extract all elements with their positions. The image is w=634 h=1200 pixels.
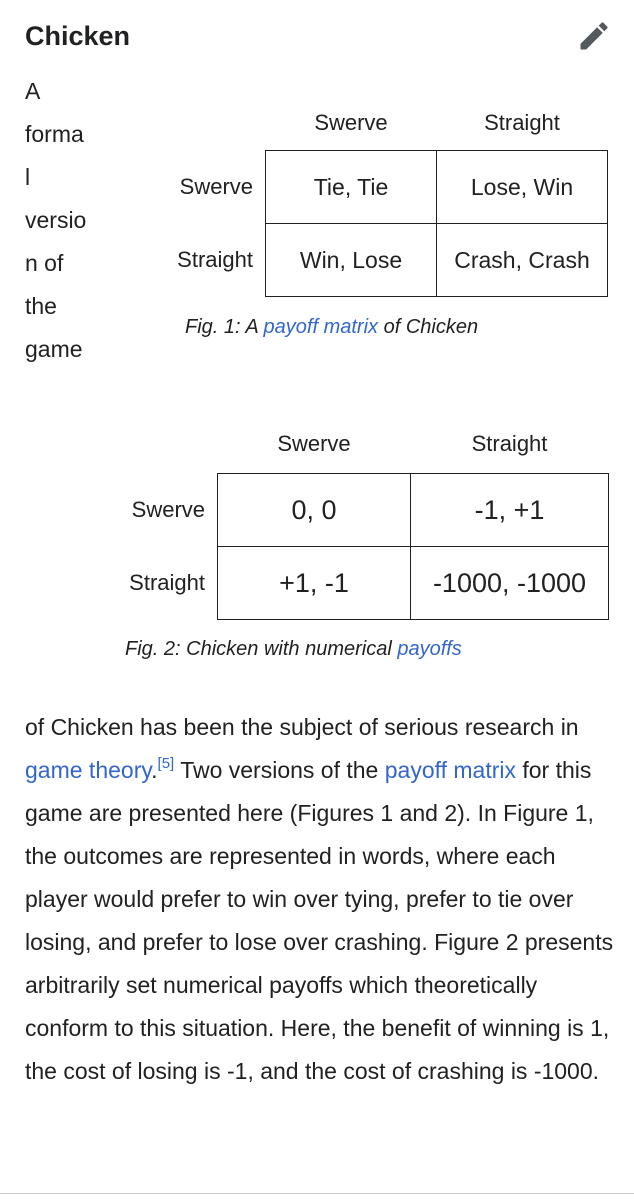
body-paragraph: of Chicken has been the subject of serious research in game theory.[5] Two versions of the payoff matrix for this game are presented here (Figures 1 and 2). In Figure 1, the outcomes are represented in words, where each player would prefer to win over tying, prefer to tie over losing, and prefer to lose over crashing. Figure 2 presents arbitrarily set numerical payoffs which theoretically conform to this situation. Here, the benefit of winning is 1, the cost of losing is -1, and the cost of crashing is -1000. bbox=[25, 714, 614, 1084]
pencil-icon[interactable] bbox=[576, 18, 612, 54]
intro-text bbox=[25, 70, 105, 371]
payoff-matrix-link[interactable]: payoff matrix bbox=[263, 316, 379, 338]
figure-2-numerical-matrix bbox=[105, 415, 609, 620]
matrix-cell: Lose, Win bbox=[437, 151, 608, 224]
row-header: Swerve bbox=[179, 174, 253, 199]
matrix-cell: -1000, -1000 bbox=[411, 547, 609, 620]
column-header: Straight bbox=[471, 431, 548, 456]
payoff-matrix-link[interactable]: payoff matrix bbox=[384, 757, 516, 783]
paragraph-text: of Chicken has been the subject of serious research in bbox=[25, 714, 579, 740]
intro-word: versio bbox=[25, 207, 87, 233]
matrix-cell: 0, 0 bbox=[218, 474, 411, 547]
matrix-cell: +1, -1 bbox=[218, 547, 411, 620]
figure-1-caption bbox=[185, 316, 478, 339]
payoffs-link[interactable]: payoffs bbox=[397, 638, 462, 660]
row-header: Straight bbox=[177, 247, 253, 272]
column-header: Swerve bbox=[314, 109, 388, 135]
figure-1-payoff-matrix bbox=[150, 95, 608, 297]
intro-word: l bbox=[25, 164, 31, 190]
caption-text: Fig. 1: A bbox=[185, 316, 264, 338]
matrix-cell: Tie, Tie bbox=[266, 151, 437, 224]
row-header: Swerve bbox=[131, 497, 205, 522]
row-header: Straight bbox=[129, 570, 205, 595]
intro-word: n of bbox=[25, 250, 64, 276]
matrix-cell: Crash, Crash bbox=[437, 224, 608, 297]
caption-text: Fig. 2: Chicken with numerical bbox=[125, 638, 398, 660]
intro-word: A bbox=[25, 78, 41, 104]
column-header: Straight bbox=[484, 109, 560, 135]
divider bbox=[0, 1193, 634, 1194]
matrix-cell: Win, Lose bbox=[266, 224, 437, 297]
caption-text: of Chicken bbox=[378, 316, 479, 338]
intro-word: the bbox=[25, 293, 57, 319]
intro-word: game bbox=[25, 336, 83, 362]
game-theory-link[interactable]: game theory bbox=[25, 757, 152, 783]
section-heading: Chicken bbox=[25, 21, 131, 51]
paragraph-text: Two versions of the bbox=[174, 757, 385, 783]
paragraph-text: for this game are presented here (Figures 1 and 2). In Figure 1, the outcomes are represented in words, where each player would prefer to win over tying, prefer to tie over losing, and prefer to lose over crashing. Figure 2 presents arbitrarily set numerical payoffs which theoretically conform to this situation. Here, the benefit of winning is 1, the cost of losing is -1, and the cost of crashing is -1000. bbox=[25, 757, 614, 1084]
matrix-cell: -1, +1 bbox=[411, 474, 609, 547]
reference-link[interactable]: [5] bbox=[157, 755, 175, 772]
intro-word: forma bbox=[25, 121, 84, 147]
column-header: Swerve bbox=[277, 431, 351, 456]
figure-2-caption bbox=[125, 638, 462, 661]
